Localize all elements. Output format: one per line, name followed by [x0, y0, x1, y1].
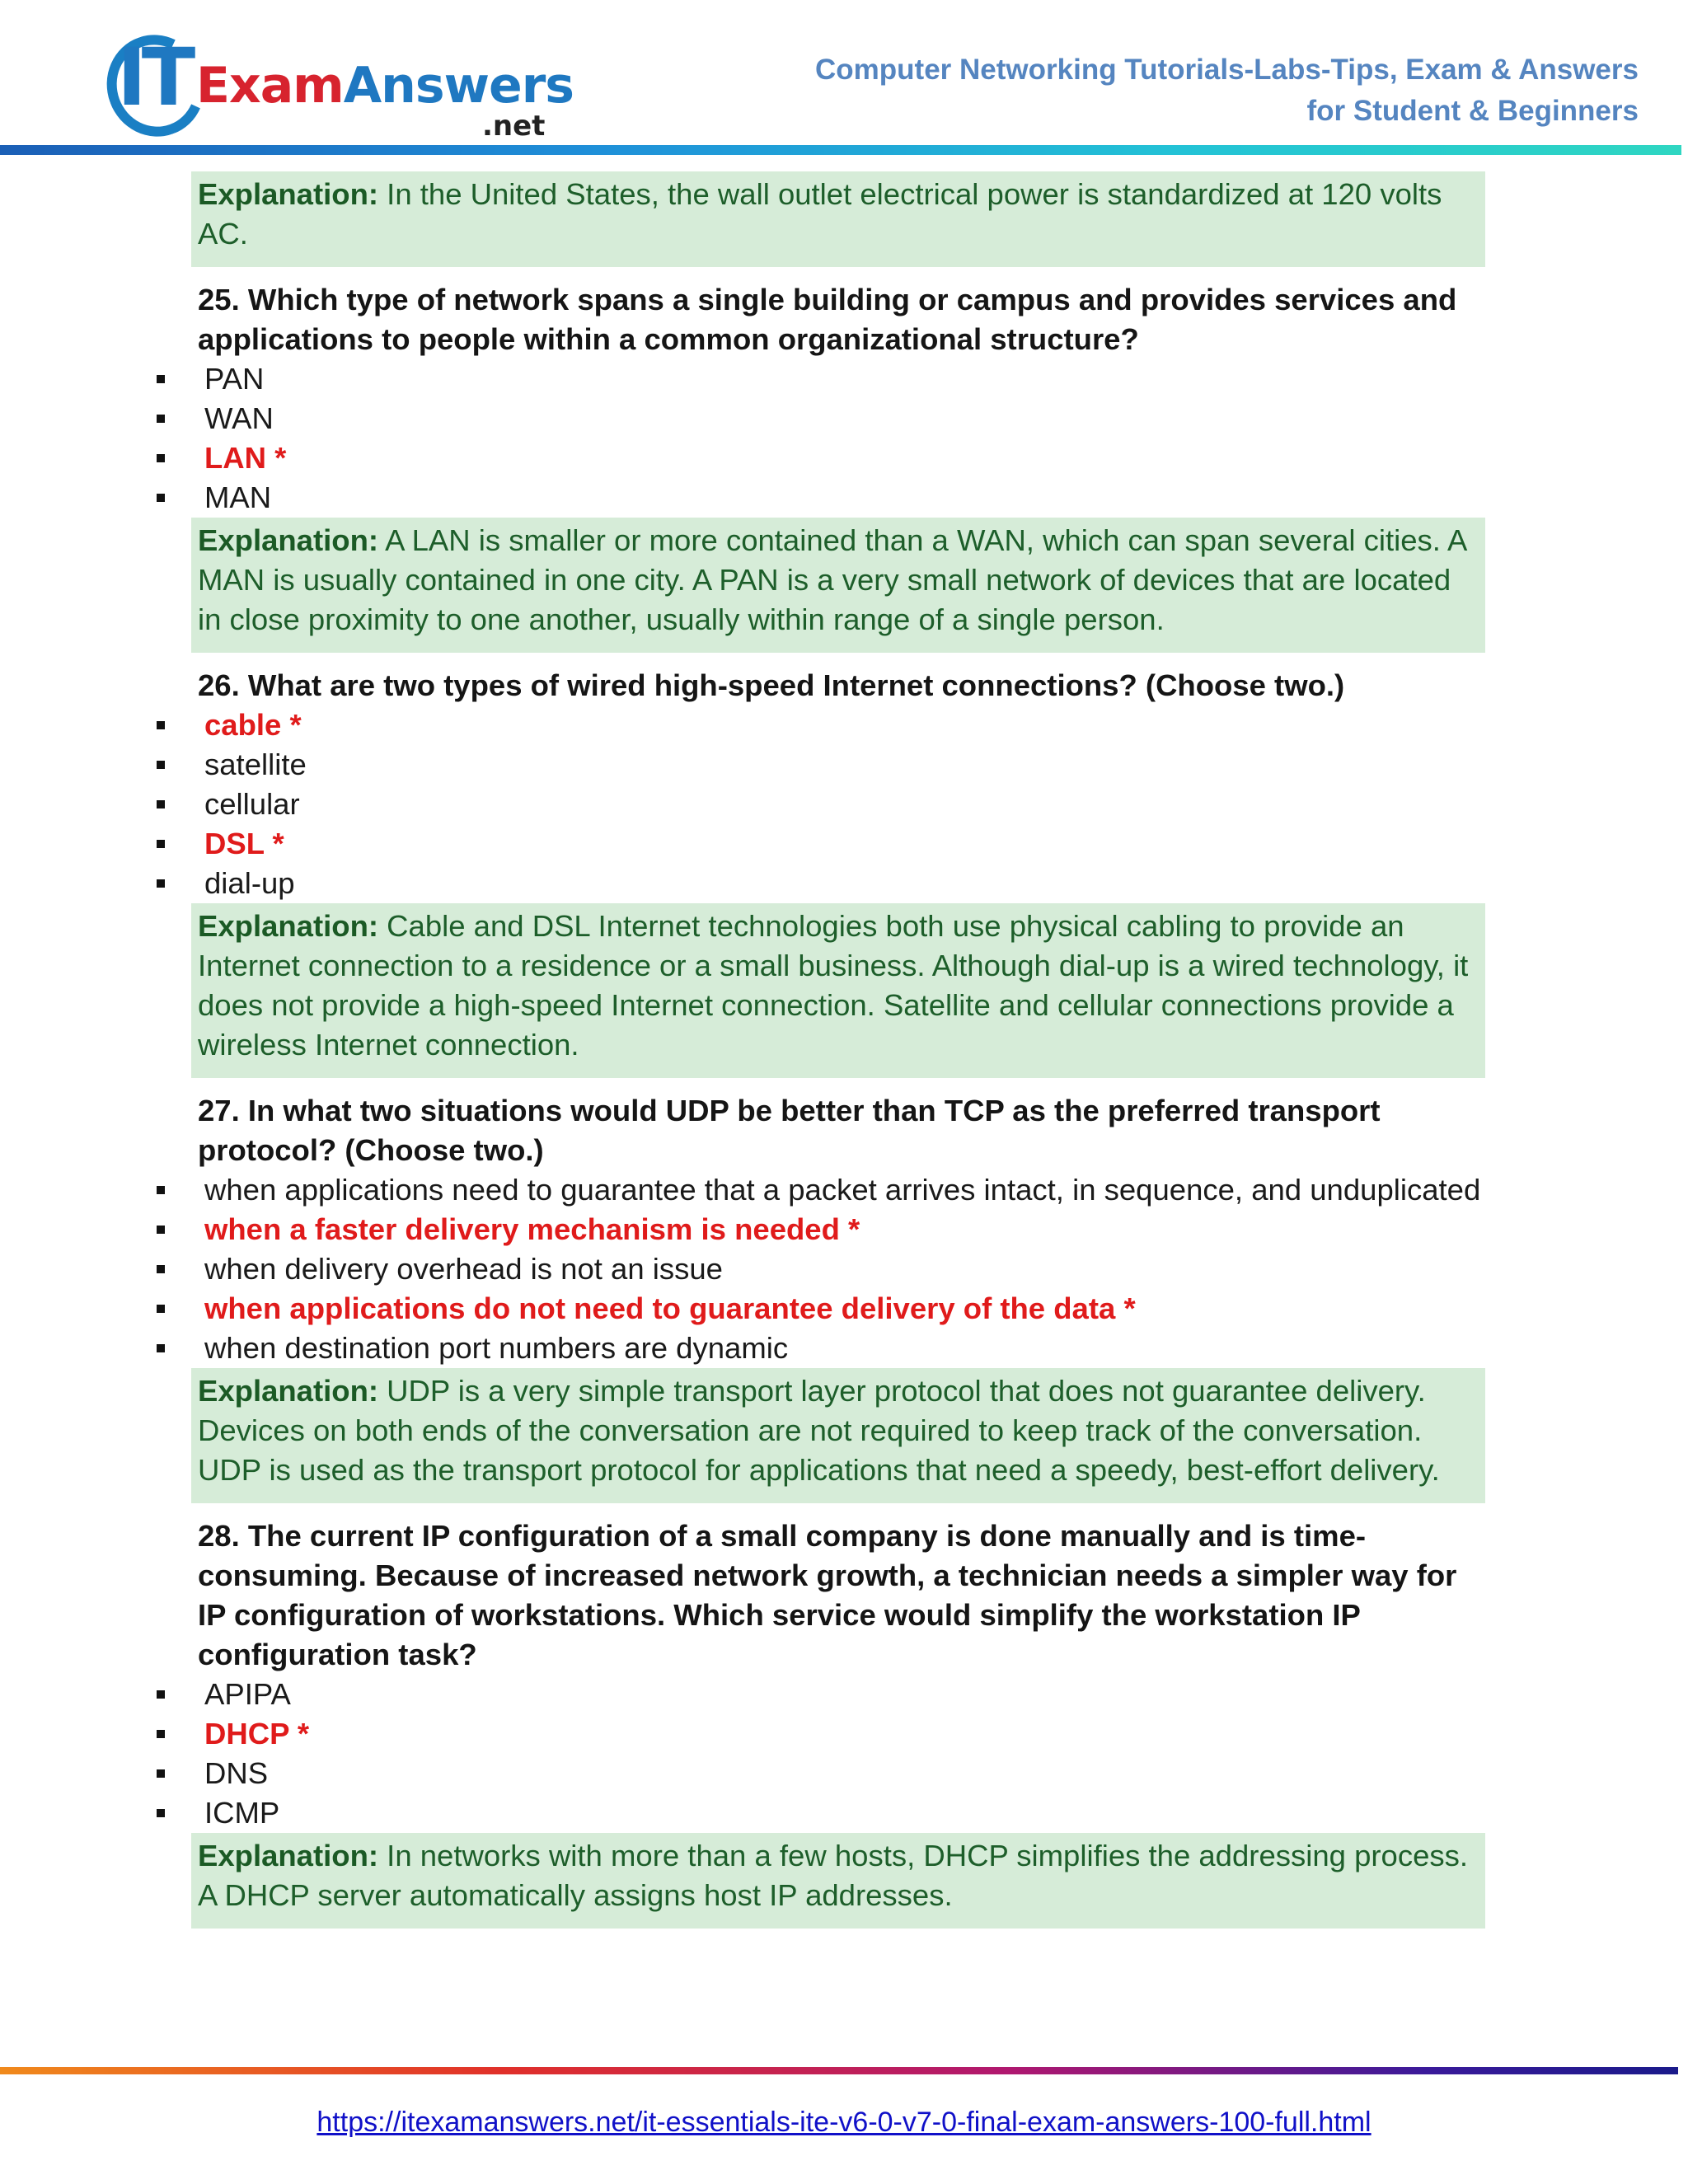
answer-option: when delivery overhead is not an issue: [191, 1249, 1485, 1289]
answer-option: APIPA: [191, 1675, 1485, 1714]
answer-option: DNS: [191, 1754, 1485, 1793]
footer-url-link[interactable]: https://itexamanswers.net/it-essentials-ite-v6-0-v7-0-final-exam-answers-100-full.html: [316, 2107, 1372, 2138]
question-text: 26. What are two types of wired high-speed Internet connections? (Choose two.): [198, 668, 1345, 702]
answer-option: satellite: [191, 745, 1485, 785]
question-text: 27. In what two situations would UDP be better than TCP as the preferred transport protocol? (Choose two.): [198, 1094, 1381, 1167]
explanation-text: In the United States, the wall outlet electrical power is standardized at 120 volts AC.: [198, 177, 1442, 251]
answer-option-correct: DSL *: [191, 824, 1485, 864]
answer-option: when applications need to guarantee that a packet arrives intact, in sequence, and unduplicated: [191, 1170, 1485, 1210]
answer-option-correct: when a faster delivery mechanism is needed *: [191, 1210, 1485, 1249]
answer-option: PAN: [191, 359, 1485, 399]
explanation-box: [191, 903, 1485, 1078]
explanation-box: [191, 518, 1485, 653]
explanation-label: Explanation:: [198, 1374, 379, 1408]
explanation-text: In networks with more than a few hosts, DHCP simplifies the addressing process. A DHCP server automatically assigns host IP addresses.: [198, 1839, 1469, 1912]
explanation-label: Explanation:: [198, 909, 379, 943]
explanation-label: Explanation:: [198, 177, 379, 211]
answer-options: [191, 1170, 1485, 1368]
logo-wordmark: [196, 57, 574, 115]
exam-content: [191, 171, 1485, 1942]
explanation-box: [191, 1368, 1485, 1503]
answer-option-correct: cable *: [191, 705, 1485, 745]
explanation-label: Explanation:: [198, 523, 379, 557]
answer-option: dial-up: [191, 864, 1485, 903]
answer-option-correct: LAN *: [191, 438, 1485, 478]
question-text: 25. Which type of network spans a single building or campus and provides services and applications to people within a common organizational structure?: [198, 283, 1457, 356]
answer-option: cellular: [191, 785, 1485, 824]
answer-options: [191, 1675, 1485, 1833]
header-divider: [0, 145, 1681, 155]
explanation-label: Explanation:: [198, 1839, 379, 1872]
explanation-box: [191, 1833, 1485, 1929]
answer-option: WAN: [191, 399, 1485, 438]
tagline-line-2: for Student & Beginners: [1306, 95, 1639, 127]
logo-exam-text: Exam: [196, 57, 344, 115]
logo-net-text: .net: [482, 110, 546, 143]
answer-option: when destination port numbers are dynamic: [191, 1329, 1485, 1368]
footer-divider: [0, 2067, 1678, 2074]
answer-options: [191, 705, 1485, 903]
tagline-line-1: Computer Networking Tutorials-Labs-Tips, Exam & Answers: [815, 54, 1639, 86]
explanation-text: A LAN is smaller or more contained than a WAN, which can span several cities. A MAN is usually contained in one city. A PAN is a very small network of devices that are located in close proximity to one another, usually within range of a single person.: [198, 523, 1466, 636]
page-header: [0, 0, 1688, 165]
answer-option: ICMP: [191, 1793, 1485, 1833]
question-list: [191, 280, 1485, 1929]
site-tagline: [732, 49, 1639, 132]
question-text: 28. The current IP configuration of a small company is done manually and is time-consuming. Because of increased network growth, a technician needs a simpler way for IP configuration of workstations. Which service would simplify the workstation IP configuration task?: [198, 1519, 1457, 1671]
logo-it-text: IT: [117, 31, 191, 124]
answer-option-correct: when applications do not need to guarantee delivery of the data *: [191, 1289, 1485, 1329]
explanation-box: [191, 171, 1485, 267]
explanation-text: Cable and DSL Internet technologies both use physical cabling to provide an Internet connection to a residence or a small business. Although dial-up is a wired technology, it does not provide a high-speed Internet connection. Satellite and cellular connections provide a wireless Internet connection.: [198, 909, 1469, 1062]
answer-options: [191, 359, 1485, 518]
logo-answers-text: Answers: [343, 57, 574, 115]
answer-option: MAN: [191, 478, 1485, 518]
site-logo[interactable]: [107, 31, 574, 148]
answer-option-correct: DHCP *: [191, 1714, 1485, 1754]
explanation-text: UDP is a very simple transport layer protocol that does not guarantee delivery. Devices on both ends of the conversation are not required to keep track of the conversation. UDP is used as the transport protocol for applications that need a speedy, best-effort delivery.: [198, 1374, 1440, 1487]
